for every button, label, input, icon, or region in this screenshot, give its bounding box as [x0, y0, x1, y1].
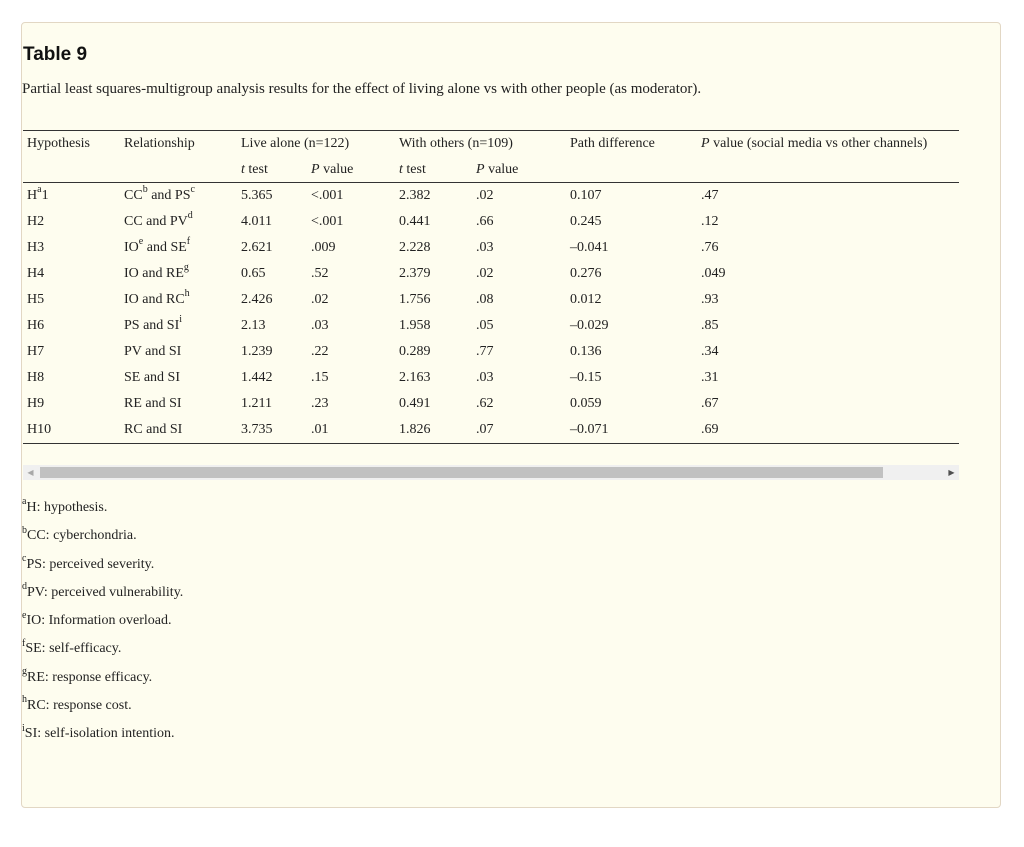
footnote-text: IO: Information overload.: [26, 613, 172, 629]
subheader-empty-1: [23, 157, 120, 183]
relationship-footnote-mark: i: [179, 314, 183, 326]
footnote-mark: h: [22, 694, 27, 706]
subheader-empty-3: [566, 157, 697, 183]
cell-with-others-t: 2.379: [399, 266, 431, 281]
cell-live-alone-p: .22: [311, 344, 329, 359]
hypothesis-text: H6: [27, 318, 45, 333]
footnote: [22, 668, 183, 696]
hypothesis-footnote-mark: a: [37, 184, 42, 196]
footnote: [22, 583, 183, 611]
footnote-text: SI: self-isolation intention.: [24, 726, 175, 742]
header-p-value-channels: [697, 131, 959, 158]
footnote-mark: d: [22, 581, 27, 593]
cell-hypothesis: [23, 261, 120, 287]
cell-live-alone-p: .01: [307, 417, 395, 444]
relationship-text: CC and PV: [124, 214, 188, 229]
footnote-mark: b: [22, 524, 27, 536]
cell-relationship: [120, 417, 237, 444]
cell-with-others-p: .66: [476, 214, 494, 229]
cell-with-others-t: 0.441: [399, 214, 431, 229]
cell-path-difference: 0.276: [570, 266, 602, 281]
cell-live-alone-p: .009: [311, 240, 336, 255]
cell-p-value: .93: [701, 292, 719, 307]
cell-live-alone-t: 2.13: [241, 318, 266, 333]
cell-path-difference: –0.15: [570, 370, 602, 385]
hypothesis-number: 1: [41, 188, 49, 203]
cell-hypothesis: [23, 365, 120, 391]
cell-p-value: .67: [701, 396, 719, 411]
relationship-footnote-mark: g: [183, 262, 189, 274]
header-relationship: Relationship: [120, 131, 237, 158]
cell-p-value: .85: [701, 318, 719, 333]
relationship-text: PV and SI: [124, 344, 182, 359]
cell-path-difference: 0.245: [570, 214, 602, 229]
subheader-wo-p: P: [476, 161, 485, 177]
cell-with-others-t: 2.228: [399, 240, 431, 255]
cell-with-others-p: .62: [476, 396, 494, 411]
footnote: [22, 724, 183, 752]
cell-p-value: .47: [701, 188, 719, 203]
subheader-la-p-value: [307, 157, 395, 183]
cell-p-value: .76: [701, 240, 719, 255]
chevron-right-icon[interactable]: ▶: [948, 468, 955, 477]
relationship-text: PS and SI: [124, 318, 180, 333]
cell-live-alone-t: 1.211: [241, 396, 272, 411]
table-row: [23, 287, 959, 313]
subheader-la-t: t: [241, 161, 245, 177]
scrollbar-thumb[interactable]: [40, 467, 883, 478]
footnote-text: CC: cyberchondria.: [27, 528, 137, 544]
table-row: [23, 235, 959, 261]
table-body: [23, 183, 959, 444]
hypothesis-text: H5: [27, 292, 45, 307]
footnote-text: PS: perceived severity.: [26, 556, 155, 572]
table-row: [23, 313, 959, 339]
subheader-la-t-rest: test: [244, 161, 268, 177]
footnote: [22, 611, 183, 639]
cell-path-difference: 0.136: [570, 344, 602, 359]
hypothesis-text: H9: [27, 396, 45, 411]
cell-live-alone-p: .15: [311, 370, 329, 385]
cell-live-alone-t: 1.442: [241, 370, 273, 385]
cell-hypothesis: [23, 417, 120, 444]
cell-with-others-p: .05: [476, 318, 494, 333]
cell-relationship: [120, 391, 237, 417]
footnotes: [22, 498, 183, 753]
footnote: [22, 639, 183, 667]
cell-with-others-p: .03: [476, 240, 494, 255]
cell-live-alone-p: <.001: [311, 188, 344, 203]
header-path-difference: Path difference: [566, 131, 697, 158]
hypothesis-text: H: [27, 188, 38, 203]
relationship-text-2: and PS: [147, 188, 191, 203]
table-caption: Partial least squares-multigroup analysis results for the effect of living alone vs with other people (as moderator).: [22, 81, 702, 97]
header-hypothesis: Hypothesis: [23, 131, 120, 158]
footnote-text: RC: response cost.: [27, 698, 132, 714]
relationship-text: RC and SI: [124, 422, 183, 437]
cell-p-value: .12: [701, 214, 719, 229]
relationship-text: IO and RC: [124, 292, 185, 307]
footnote-mark: i: [22, 722, 25, 734]
cell-with-others-p: .77: [476, 344, 494, 359]
cell-relationship: [120, 235, 237, 261]
results-table: [23, 130, 959, 444]
cell-path-difference: –0.041: [570, 240, 609, 255]
footnote: [22, 526, 183, 554]
chevron-left-icon[interactable]: ◀: [27, 468, 34, 477]
relationship-footnote-mark: h: [184, 288, 190, 300]
cell-live-alone-t: 2.426: [241, 292, 273, 307]
subheader-wo-t-rest: test: [402, 161, 426, 177]
relationship-text: RE and SI: [124, 396, 182, 411]
cell-hypothesis: [23, 209, 120, 235]
subheader-empty-4: [697, 157, 959, 183]
cell-hypothesis: [23, 235, 120, 261]
cell-p-value: .049: [701, 266, 726, 281]
cell-hypothesis: [23, 391, 120, 417]
cell-hypothesis: [23, 339, 120, 365]
cell-live-alone-t: 4.011: [241, 214, 272, 229]
footnote-text: RE: response efficacy.: [27, 669, 153, 685]
header-live-alone: Live alone (n=122): [237, 131, 395, 158]
hypothesis-text: H4: [27, 266, 45, 281]
cell-path-difference: 0.059: [570, 396, 602, 411]
cell-with-others-t: 1.756: [399, 292, 431, 307]
relationship-footnote-mark-2: c: [190, 184, 195, 196]
cell-relationship: [120, 365, 237, 391]
subheader-row: [23, 157, 959, 183]
hypothesis-text: H7: [27, 344, 45, 359]
table-row: [23, 391, 959, 417]
relationship-footnote-mark: d: [187, 210, 193, 222]
relationship-text-2: and SE: [143, 240, 187, 255]
footnote-mark: c: [22, 552, 27, 564]
cell-with-others-t: 1.826: [395, 417, 472, 444]
cell-live-alone-t: 2.621: [241, 240, 273, 255]
hypothesis-text: H2: [27, 214, 45, 229]
cell-live-alone-p: .52: [311, 266, 329, 281]
cell-path-difference: 0.107: [570, 188, 602, 203]
cell-hypothesis: [23, 313, 120, 339]
relationship-text: IO: [124, 240, 139, 255]
table-title: Table 9: [23, 44, 88, 65]
table-row: [23, 261, 959, 287]
cell-relationship: [120, 287, 237, 313]
subheader-wo-t: t: [399, 161, 403, 177]
cell-with-others-t: 2.382: [399, 188, 431, 203]
relationship-footnote-mark-2: f: [186, 236, 191, 248]
header-p-rest: value (social media vs other channels): [709, 136, 928, 151]
footnote-mark: f: [22, 637, 26, 649]
table-row: [23, 339, 959, 365]
table-wrapper: [23, 130, 959, 444]
footnote: [22, 498, 183, 526]
cell-relationship: [120, 313, 237, 339]
cell-live-alone-p: .03: [311, 318, 329, 333]
footnote-mark: a: [22, 496, 27, 508]
cell-hypothesis: [23, 183, 120, 210]
hypothesis-text: H3: [27, 240, 45, 255]
subheader-wo-p-rest: value: [484, 161, 519, 177]
cell-with-others-t: 0.491: [399, 396, 431, 411]
footnote: [22, 696, 183, 724]
cell-p-value: .69: [697, 417, 959, 444]
header-row: [23, 131, 959, 158]
relationship-footnote-mark: b: [142, 184, 148, 196]
subheader-la-t-test: [237, 157, 307, 183]
table-row: [23, 417, 959, 444]
footnote-text: SE: self-efficacy.: [25, 641, 122, 657]
cell-path-difference: –0.071: [566, 417, 697, 444]
subheader-empty-2: [120, 157, 237, 183]
cell-live-alone-t: 1.239: [241, 344, 273, 359]
header-p-italic: P: [701, 136, 710, 151]
table-row: [23, 365, 959, 391]
cell-p-value: .34: [701, 344, 719, 359]
cell-live-alone-t: 0.65: [241, 266, 266, 281]
relationship-text: SE and SI: [124, 370, 180, 385]
hypothesis-text: H8: [27, 370, 45, 385]
subheader-la-p: P: [311, 161, 320, 177]
cell-with-others-t: 0.289: [399, 344, 431, 359]
cell-path-difference: 0.012: [570, 292, 602, 307]
hypothesis-text: H10: [27, 422, 52, 437]
relationship-text: IO and RE: [124, 266, 184, 281]
relationship-footnote-mark: e: [138, 236, 144, 248]
footnote-mark: e: [22, 609, 27, 621]
subheader-la-p-rest: value: [319, 161, 354, 177]
relationship-text: CC: [124, 188, 143, 203]
cell-live-alone-p: <.001: [311, 214, 344, 229]
table-row: [23, 183, 959, 210]
cell-with-others-p: .03: [476, 370, 494, 385]
cell-relationship: [120, 209, 237, 235]
cell-with-others-p: .08: [476, 292, 494, 307]
subheader-wo-p-value: [472, 157, 566, 183]
cell-relationship: [120, 261, 237, 287]
cell-live-alone-t: 3.735: [237, 417, 307, 444]
cell-with-others-t: 1.958: [399, 318, 431, 333]
cell-live-alone-p: .02: [311, 292, 329, 307]
footnote: [22, 552, 183, 583]
cell-live-alone-p: .23: [311, 396, 329, 411]
cell-with-others-p: .02: [476, 266, 494, 281]
cell-live-alone-t: 5.365: [241, 188, 273, 203]
cell-hypothesis: [23, 287, 120, 313]
horizontal-scrollbar[interactable]: [23, 465, 959, 480]
cell-relationship: [120, 183, 237, 210]
table-row: [23, 209, 959, 235]
cell-with-others-t: 2.163: [399, 370, 431, 385]
cell-relationship: [120, 339, 237, 365]
cell-path-difference: –0.029: [570, 318, 609, 333]
footnote-text: PV: perceived vulnerability.: [27, 584, 184, 600]
subheader-wo-t-test: [395, 157, 472, 183]
footnote-mark: g: [22, 666, 27, 678]
header-with-others: With others (n=109): [395, 131, 566, 158]
cell-with-others-p: .07: [472, 417, 566, 444]
cell-p-value: .31: [701, 370, 719, 385]
footnote-text: H: hypothesis.: [26, 500, 108, 515]
cell-with-others-p: .02: [476, 188, 494, 203]
